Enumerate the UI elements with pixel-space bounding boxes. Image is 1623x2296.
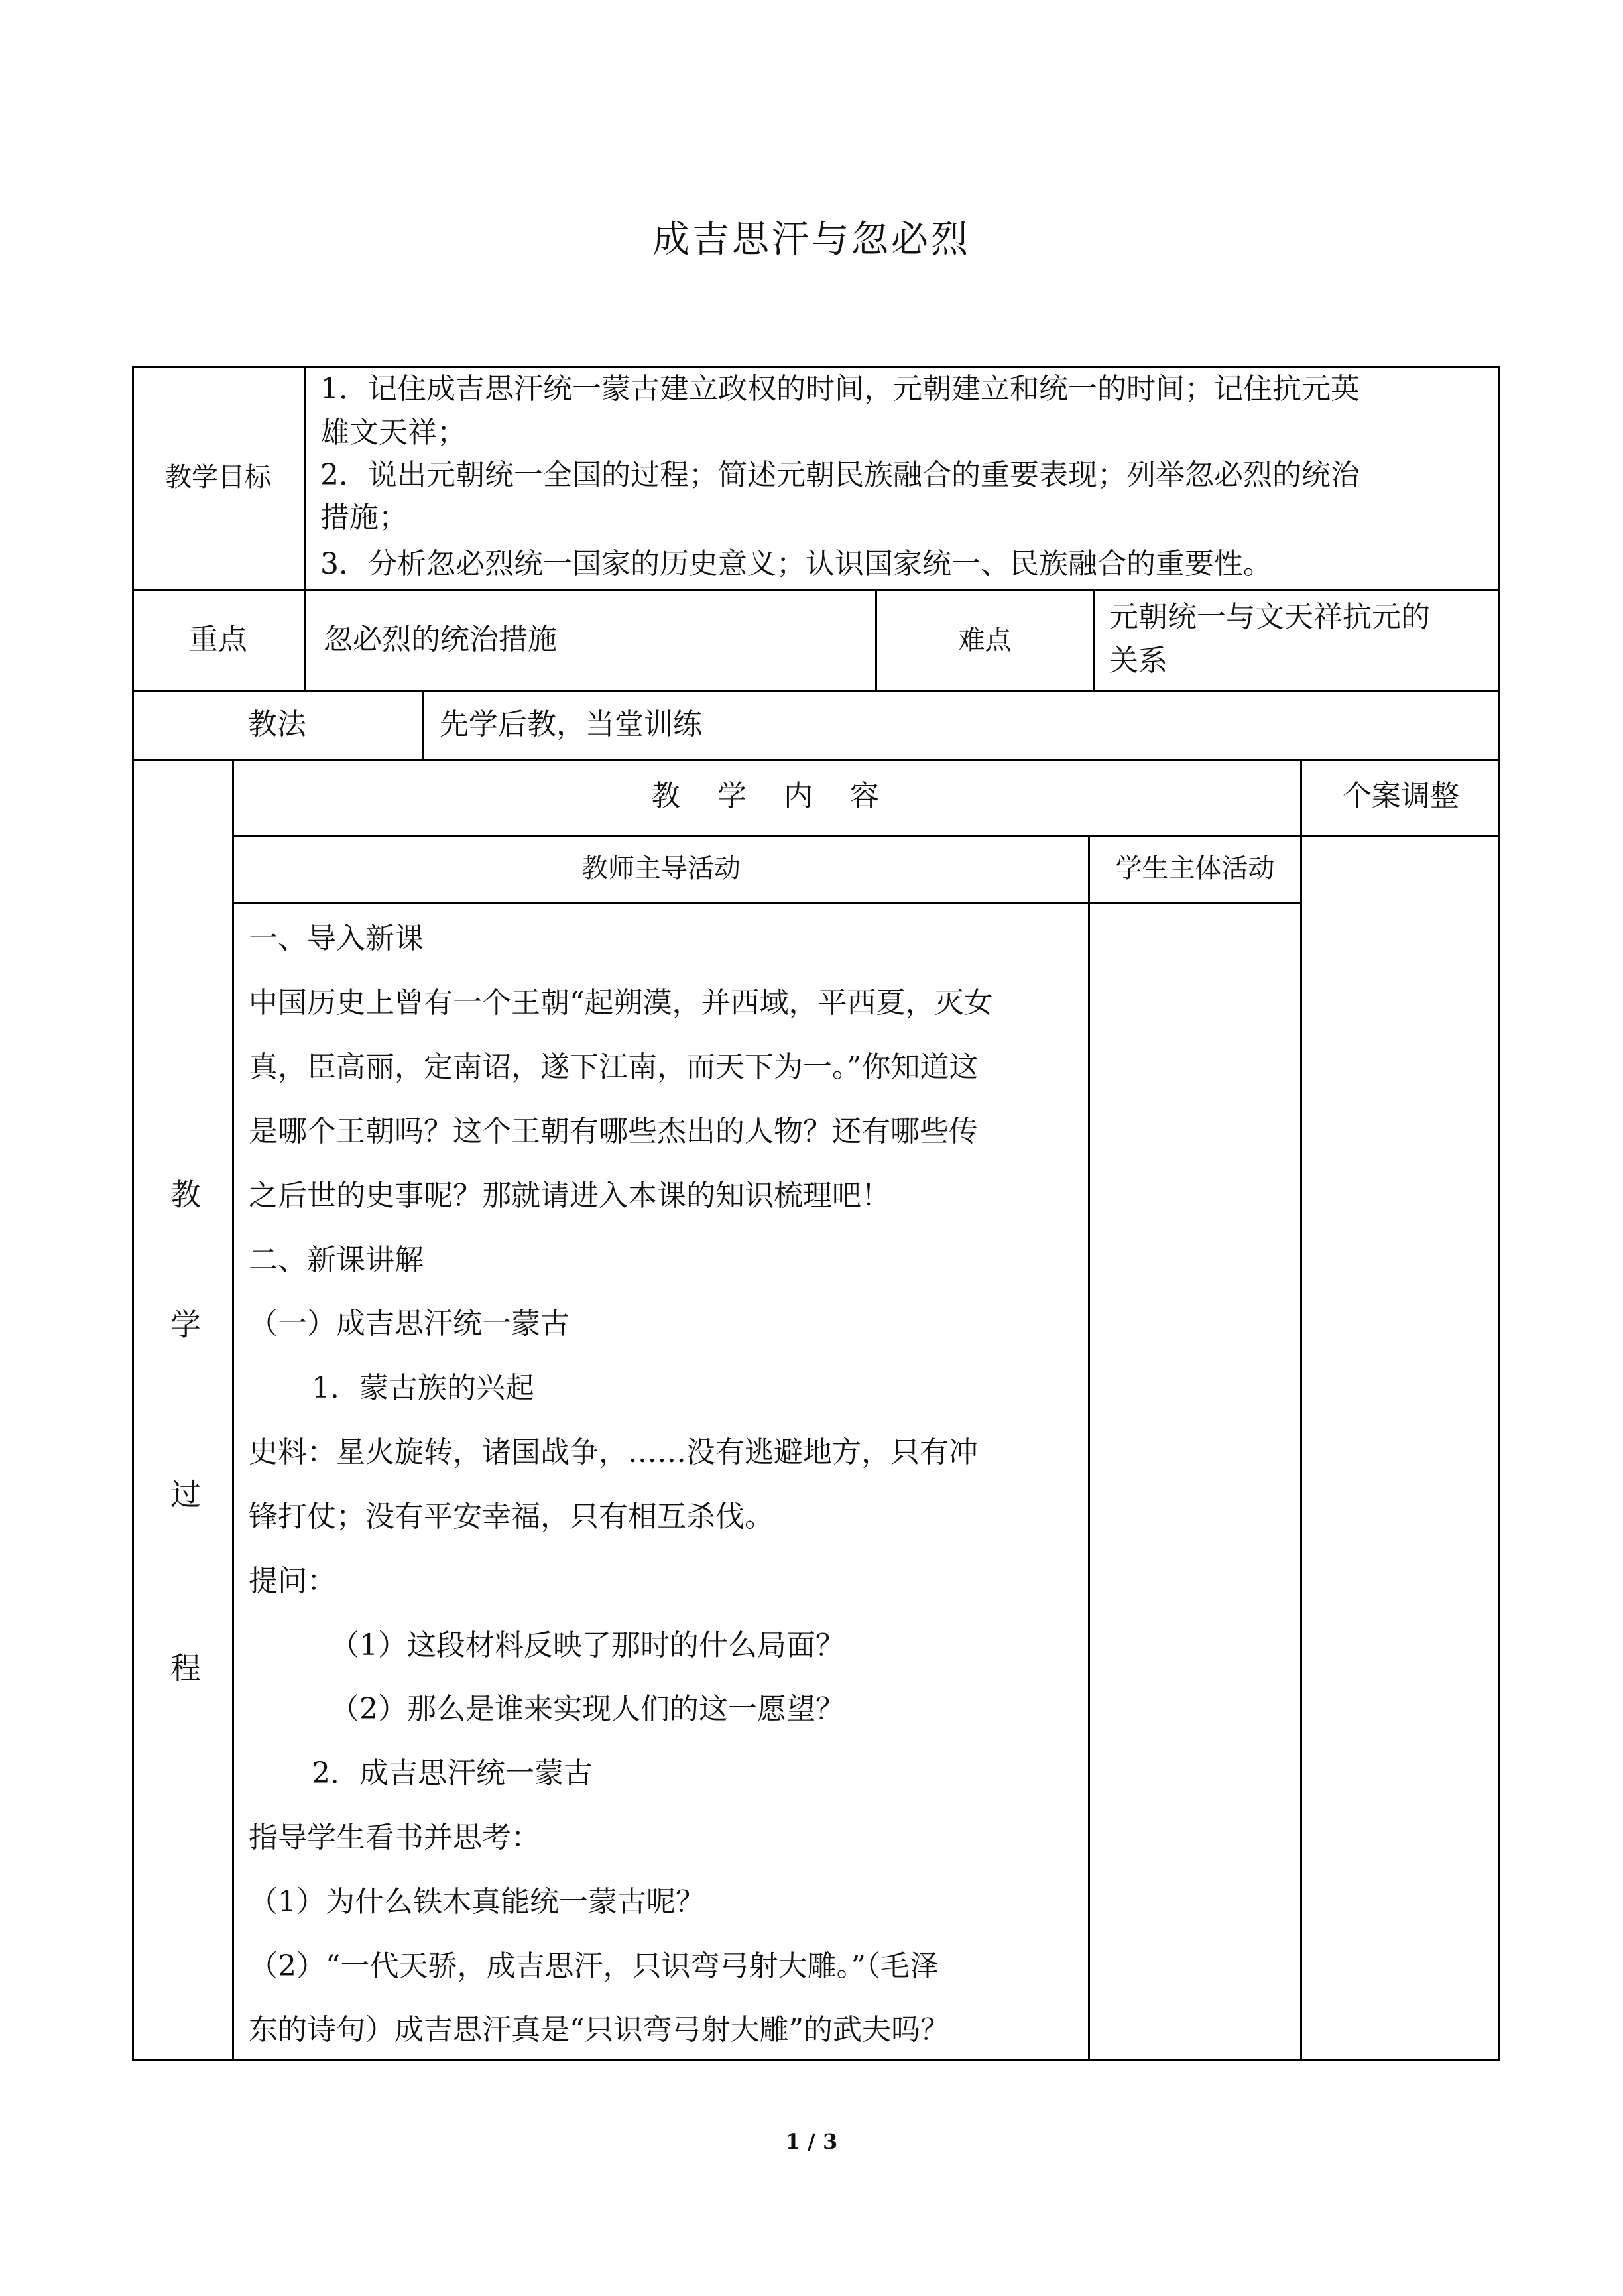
content-line: 之后世的史事呢？那就请进入本课的知识梳理吧！ xyxy=(249,1179,890,1213)
student-activity-header: 学生主体活动 xyxy=(1115,853,1275,884)
col-divider-student xyxy=(1088,835,1090,2061)
content-line: 二、新课讲解 xyxy=(249,1243,424,1277)
goal-line: 3．分析忽必烈统一国家的历史意义；认识国家统一、民族融合的重要性。 xyxy=(320,547,1272,581)
content-line: 是哪个王朝吗？这个王朝有哪些杰出的人物？还有哪些传 xyxy=(249,1115,978,1148)
method-label: 教法 xyxy=(248,707,306,741)
content-line: 中国历史上曾有一个王朝“起朔漠，并西域，平西夏，灭女 xyxy=(249,986,993,1020)
goal-line: 1．记住成吉思汗统一蒙古建立政权的时间，元朝建立和统一的时间；记住抗元英 xyxy=(320,372,1360,406)
row-divider-goals xyxy=(132,589,1500,591)
difficulty-line: 关系 xyxy=(1109,644,1168,678)
process-label-char: 过 xyxy=(170,1477,201,1512)
key-point-value: 忽必烈的统治措施 xyxy=(324,623,557,656)
teacher-activity-header: 教师主导活动 xyxy=(581,853,741,884)
content-line: 史料：星火旋转，诸国战争，……没有逃避地方，只有冲 xyxy=(249,1435,978,1469)
page-number: 1 / 3 xyxy=(785,2129,838,2154)
content-line: 2．成吉思汗统一蒙古 xyxy=(312,1756,593,1790)
method-value: 先学后教，当堂训练 xyxy=(440,707,702,741)
content-line: （1）这段材料反映了那时的什么局面？ xyxy=(330,1628,845,1662)
difficulty-line: 元朝统一与文天祥抗元的 xyxy=(1109,600,1430,634)
col-divider-adjust xyxy=(1300,759,1302,2061)
document-title: 成吉思汗与忽必烈 xyxy=(652,218,971,261)
key-point-label: 重点 xyxy=(189,623,247,656)
goal-line: 2．说出元朝统一全国的过程；简述元朝民族融合的重要表现；列举忽必烈的统治 xyxy=(320,458,1360,492)
col-divider-process-label xyxy=(232,759,234,2061)
content-header: 教 学 内 容 xyxy=(651,779,883,813)
col-divider-method xyxy=(422,690,424,760)
content-line: （一）成吉思汗统一蒙古 xyxy=(249,1307,570,1341)
difficulty-label: 难点 xyxy=(958,625,1012,656)
col-divider-difficulty xyxy=(1093,589,1095,690)
content-line: 1．蒙古族的兴起 xyxy=(312,1371,534,1405)
content-line: 指导学生看书并思考： xyxy=(249,1821,540,1854)
row-divider-keypoint xyxy=(132,690,1500,692)
process-label-char: 教 xyxy=(170,1177,201,1213)
content-line: 一、导入新课 xyxy=(249,922,424,955)
process-label-char: 学 xyxy=(170,1307,201,1343)
content-line: （2）“一代天骄，成吉思汗，只识弯弓射大雕。”（毛泽 xyxy=(249,1949,939,1983)
goal-line: 措施； xyxy=(320,501,408,534)
process-label-char: 程 xyxy=(170,1650,201,1686)
goal-line: 雄文天祥； xyxy=(320,416,466,450)
content-line: 锋打仗；没有平安幸福，只有相互杀伐。 xyxy=(249,1500,774,1534)
content-line: （2）那么是谁来实现人们的这一愿望？ xyxy=(330,1692,845,1726)
row-divider-method xyxy=(132,759,1500,761)
content-line: （1）为什么铁木真能统一蒙古呢？ xyxy=(249,1885,705,1919)
goals-label: 教学目标 xyxy=(165,462,271,493)
adjust-header: 个案调整 xyxy=(1343,779,1459,813)
col-divider-goals xyxy=(304,366,306,690)
content-line: 提问： xyxy=(249,1564,336,1598)
row-divider-content-header xyxy=(232,835,1500,837)
content-line: 东的诗句）成吉思汗真是“只识弯弓射大雕”的武夫吗？ xyxy=(249,2013,949,2047)
row-divider-sub-header xyxy=(232,902,1301,904)
content-line: 真，臣高丽，定南诏，遂下江南，而天下为一。”你知道这 xyxy=(249,1050,979,1084)
